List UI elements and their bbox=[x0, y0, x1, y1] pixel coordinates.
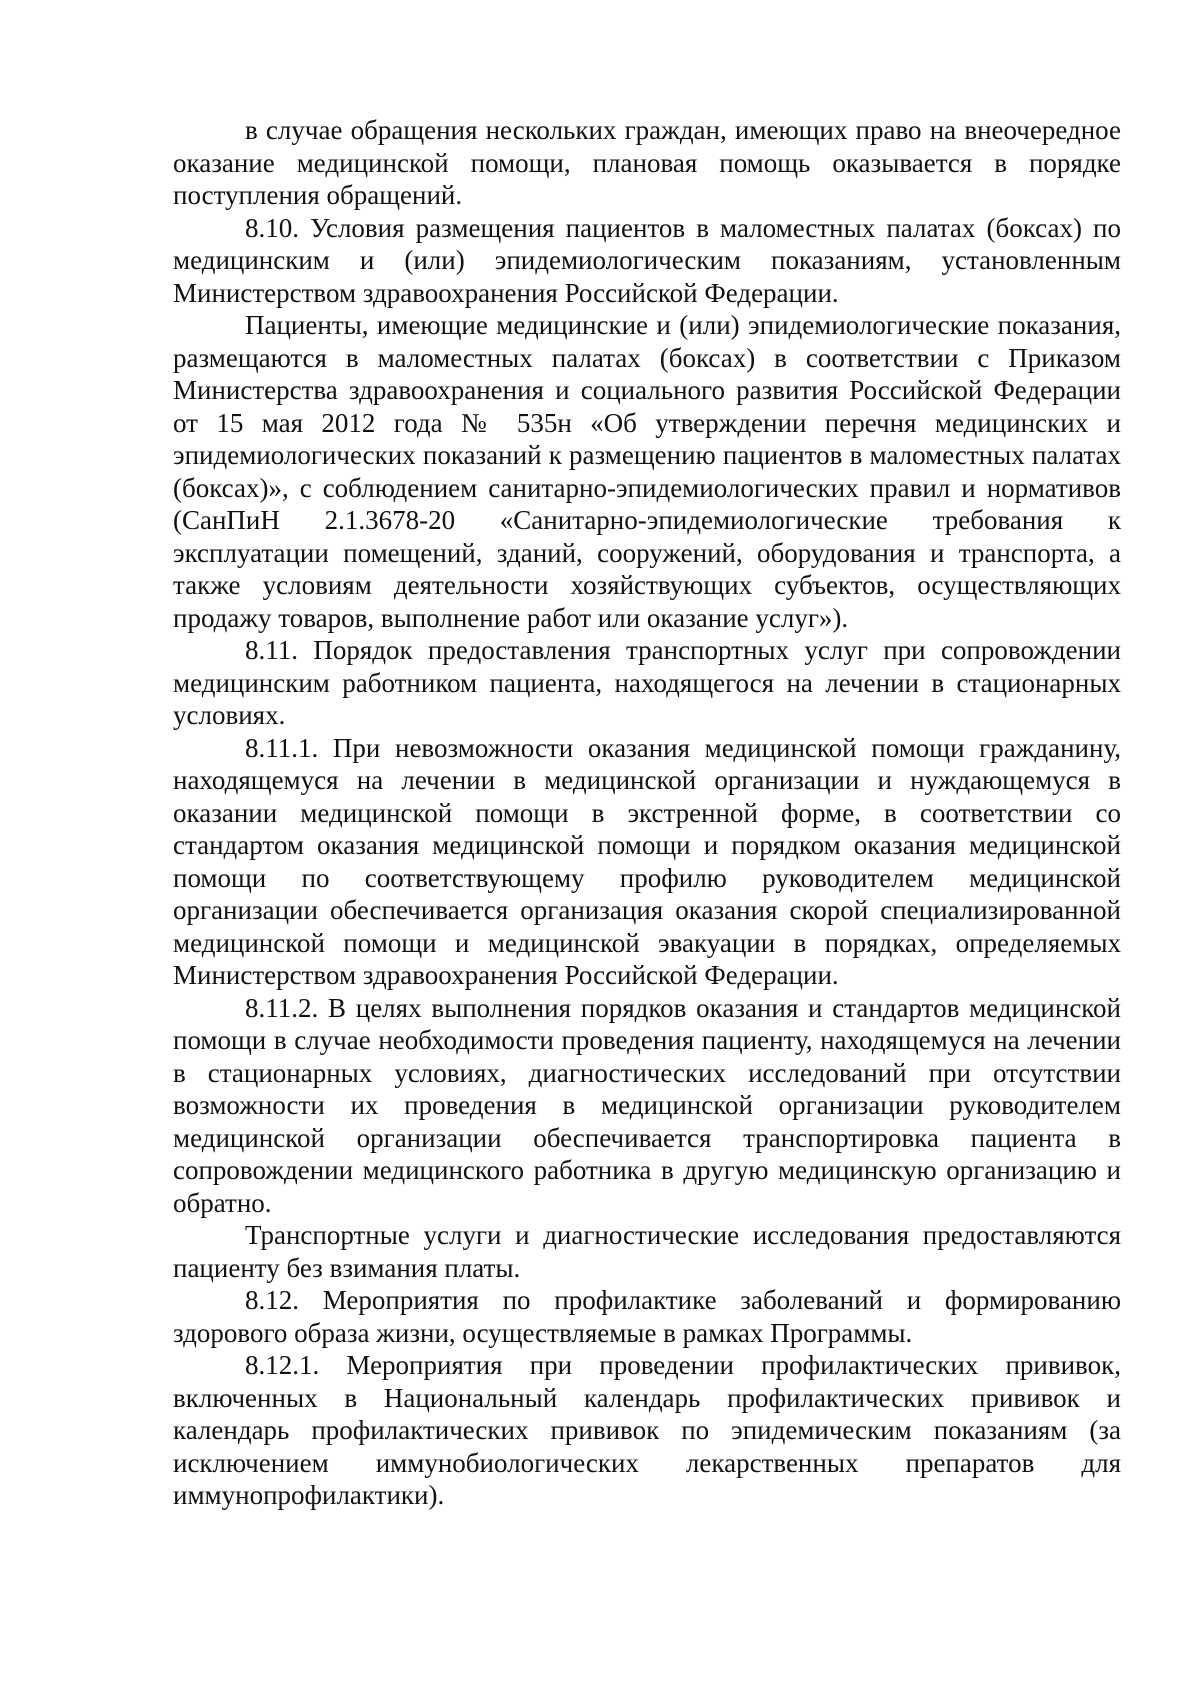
paragraph-8-11-2: 8.11.2. В целях выполнения порядков оказания и стандартов медицинской помощи в случае необходимости проведения пациенту, находящемуся на лечении в стационарных условиях, диагностических исследований при отсутствии возможности их проведения в медицинской организации руководителем медицинской организации обеспечивается транспортировка пациента в сопровождении медицинского работника в другую медицинскую организацию и обратно. bbox=[173, 992, 1121, 1218]
paragraph-8-12-1: 8.12.1. Мероприятия при проведении профилактических прививок, включенных в Национальный календарь профилактических прививок и календарь профилактических прививок по эпидемическим показаниям (за исключением иммунобиологических лекарственных препаратов для иммунопрофилактики). bbox=[173, 1350, 1121, 1510]
paragraph-8-10: 8.10. Условия размещения пациентов в маломестных палатах (боксах) по медицинским и (или) эпидемиологическим показаниям, установленным Министерством здравоохранения Российской Федерации. bbox=[173, 212, 1121, 308]
paragraph-8-11-1: 8.11.1. При невозможности оказания медицинской помощи гражданину, находящемуся на лечении в медицинской организации и нуждающемуся в оказании медицинской помощи в экстренной форме, в соответствии со стандартом оказания медицинской помощи и порядком оказания медицинской помощи по соответствующему профилю руководителем медицинской организации обеспечивается организация оказания скорой специализированной медицинской помощи и медицинской эвакуации в порядках, определяемых Министерством здравоохранения Российской Федерации. bbox=[173, 732, 1121, 990]
paragraph-emergency-order: в случае обращения нескольких граждан, имеющих право на внеочередное оказание медицинской помощи, плановая помощь оказывается в порядке поступления обращений. bbox=[173, 115, 1121, 210]
paragraph-transport-free: Транспортные услуги и диагностические исследования предоставляются пациенту без взимания платы. bbox=[173, 1220, 1121, 1283]
document-body bbox=[173, 114, 1121, 1512]
paragraph-8-12: 8.12. Мероприятия по профилактике заболеваний и формированию здорового образа жизни, осуществляемые в рамках Программы. bbox=[173, 1285, 1121, 1348]
paragraph-patients-boxes: Пациенты, имеющие медицинские и (или) эпидемиологические показания, размещаются в маломестных палатах (боксах) в соответствии с Приказом Министерства здравоохранения и социального развития Российской Федерации от 15 мая 2012 года № 535н «Об утверждении перечня медицинских и эпидемиологических показаний к размещению пациентов в маломестных палатах (боксах)», с соблюдением санитарно-эпидемиологических правил и нормативов (СанПиН 2.1.3678-20 «Санитарно-эпидемиологические требования к эксплуатации помещений, зданий, сооружений, оборудования и транспорта, а также условиям деятельности хозяйствующих субъектов, осуществляющих продажу товаров, выполнение работ или оказание услуг»). bbox=[173, 310, 1121, 633]
paragraph-8-11: 8.11. Порядок предоставления транспортных услуг при сопровождении медицинским работником пациента, находящегося на лечении в стационарных условиях. bbox=[173, 635, 1121, 730]
